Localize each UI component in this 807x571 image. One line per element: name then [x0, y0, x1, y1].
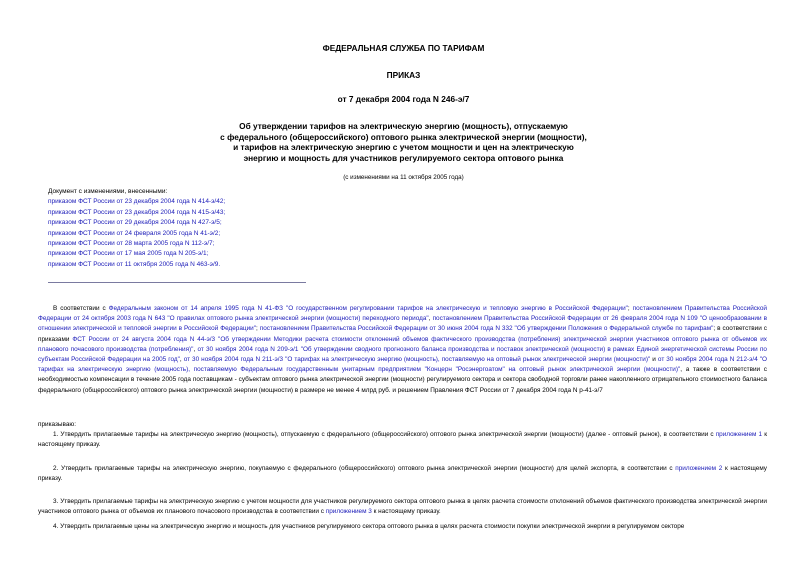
text-run: ,: [193, 345, 198, 353]
text-run: В соответствии с: [53, 305, 109, 312]
text-run: и: [650, 356, 658, 364]
clause-2: [38, 464, 767, 484]
title-line: Об утверждении тарифов на электрическую энергию (мощность), отпускаемую: [239, 121, 568, 131]
document-title: [0, 121, 807, 163]
clause-3: [38, 497, 767, 517]
changes-note: (с изменениями на 11 октября 2005 года): [343, 174, 464, 181]
title-line: энергию и мощность для участников регулируемого сектора оптового рынка: [243, 152, 564, 163]
text-run: к настоящему приказу.: [38, 431, 767, 449]
regulation-link[interactable]: постановлением Правительства Российской Федерации от 24 октября 2003 года N 643 "О правилах оптового рынка электрической энергии (мощности) переходного периода": [38, 305, 767, 323]
order-link[interactable]: от 30 ноября 2004 года N 209-э/1 "Об утверждении сводного прогнозного баланса производства и поставок электрической (мощности) в рамках Единой энергетической системы России по субъектам Российской Федерации на 2005 год": [38, 345, 767, 364]
text-run: ;: [627, 305, 633, 312]
change-link[interactable]: приказом ФСТ России от 11 октября 2005 года N 463-э/9.: [48, 260, 221, 268]
orders-word: приказываю:: [38, 421, 76, 428]
text-run: ;: [255, 325, 260, 333]
appendix-link[interactable]: приложением 3: [325, 508, 372, 516]
changes-divider: [48, 282, 306, 283]
preamble-paragraph: [38, 304, 767, 396]
change-link[interactable]: приказом ФСТ России от 24 февраля 2005 года N 41-э/2;: [48, 229, 221, 237]
change-link[interactable]: приказом ФСТ России от 23 декабря 2004 года N 415-э/43;: [48, 208, 226, 216]
text-run: 1. Утвердить прилагаемые тарифы на электрическую энергию (мощность), отпускаемую с федерального (общероссийского) оптового рынка электрической энергии (мощности) (далее - оптовый рынок), в соответствии с: [53, 431, 716, 438]
change-link[interactable]: приказом ФСТ России от 23 декабря 2004 года N 414-э/42;: [48, 198, 226, 206]
change-link[interactable]: приказом ФСТ России от 28 марта 2005 года N 112-э/7;: [48, 240, 215, 248]
agency-name: ФЕДЕРАЛЬНАЯ СЛУЖБА ПО ТАРИФАМ: [322, 43, 485, 53]
appendix-link[interactable]: приложением 1: [715, 431, 763, 438]
appendix-link[interactable]: приложением 2: [675, 465, 723, 472]
title-line: с федерального (общероссийского) оптового рынка электрической энергии (мощности),: [220, 131, 587, 142]
order-link[interactable]: ФСТ России от 24 августа 2004 года N 44-э/3 "Об утверждении Методики расчета стоимости отклонений объемов фактического производства (потребления) электрической энергии участников оптового рынка от объемов их планового почасового производства (потребления)": [38, 335, 767, 353]
clause-4: 4. Утвердить прилагаемые цены на электрическую энергию и мощность для участников регулируемого сектора оптового рынка в целях расчета стоимости покупки электрической энергии в регулируемом секторе: [53, 523, 685, 530]
change-link[interactable]: приказом ФСТ России от 29 декабря 2004 года N 427-э/5;: [48, 219, 222, 227]
clause-1: [38, 430, 767, 450]
text-run: , а также в соответствии с необходимостью компенсации в течение 2005 года поставщикам - субъектам оптового рынка электрической энергии (мощности) регулируемого сектора и сектора свободной торговли ранее накопленного отрицательного стоимостного баланса федерального (общероссийского) оптового рынка электрической энергии (мощности) в размере не менее 4 млрд руб. и решением Правления ФСТ России от 7 декабря 2004 года N р-41-э/7: [38, 366, 767, 394]
text-run: к настоящему приказу.: [371, 508, 441, 516]
title-line: и тарифов на электрическую энергию с учетом мощности и цен на электрическую: [233, 142, 574, 152]
regulation-link[interactable]: постановлением Правительства Российской Федерации от 30 июня 2004 года N 332 "Об утверждении Положения о Федеральной службе по тарифам": [259, 325, 714, 333]
order-link[interactable]: от 30 ноября 2004 года N 211-э/3 "О тарифах на электрическую энергию (мощность), поставляемую на оптовый рынок электрической энергии (мощности)": [183, 356, 651, 364]
change-link[interactable]: приказом ФСТ России от 17 мая 2005 года N 205-э/1;: [48, 250, 209, 258]
law-link[interactable]: Федеральным законом от 14 апреля 1995 года N 41-ФЗ "О государственном регулировании тарифов на электрическую и тепловую энергию в Российской Федерации": [108, 305, 628, 312]
regulation-link[interactable]: постановлением Правительства Российской Федерации от 26 февраля 2004 года N 109 "О ценообразовании в отношении электрической и тепловой энергии в Российской Федерации": [38, 315, 767, 333]
text-run: 2. Утвердить прилагаемые тарифы на электрическую энергию, покупаемую с федерального (общероссийского) оптового рынка электрической энергии (мощности) для целей экспорта, в соответствии с: [53, 465, 676, 472]
text-run: к настоящему приказу.: [38, 465, 767, 483]
order-link[interactable]: от 30 ноября 2004 года N 212-э/4 "О тарифах на электрическую энергию (мощность), поставляемую Федеральным государственным унитарным предприятием "Концерн "Росэнергоатом" на оптовый рынок электрической энергии (мощности)": [38, 356, 768, 374]
document-type: ПРИКАЗ: [386, 70, 421, 80]
changes-intro: Документ с изменениями, внесенными:: [48, 188, 168, 195]
document-date-number: от 7 декабря 2004 года N 246-э/7: [337, 94, 470, 104]
changes-list: [48, 187, 306, 270]
text-run: ,: [179, 356, 184, 364]
text-run: ; в соответствии с приказами: [38, 325, 767, 343]
text-run: 3. Утвердить прилагаемые тарифы на электрическую энергию с учетом мощности для участников регулируемого сектора оптового рынка в целях расчета стоимости отклонений объемов фактического производства электрической энергии участников оптового рынка от объемов их планового почасового производства в соответствии с: [38, 498, 767, 516]
text-run: ,: [428, 315, 433, 323]
